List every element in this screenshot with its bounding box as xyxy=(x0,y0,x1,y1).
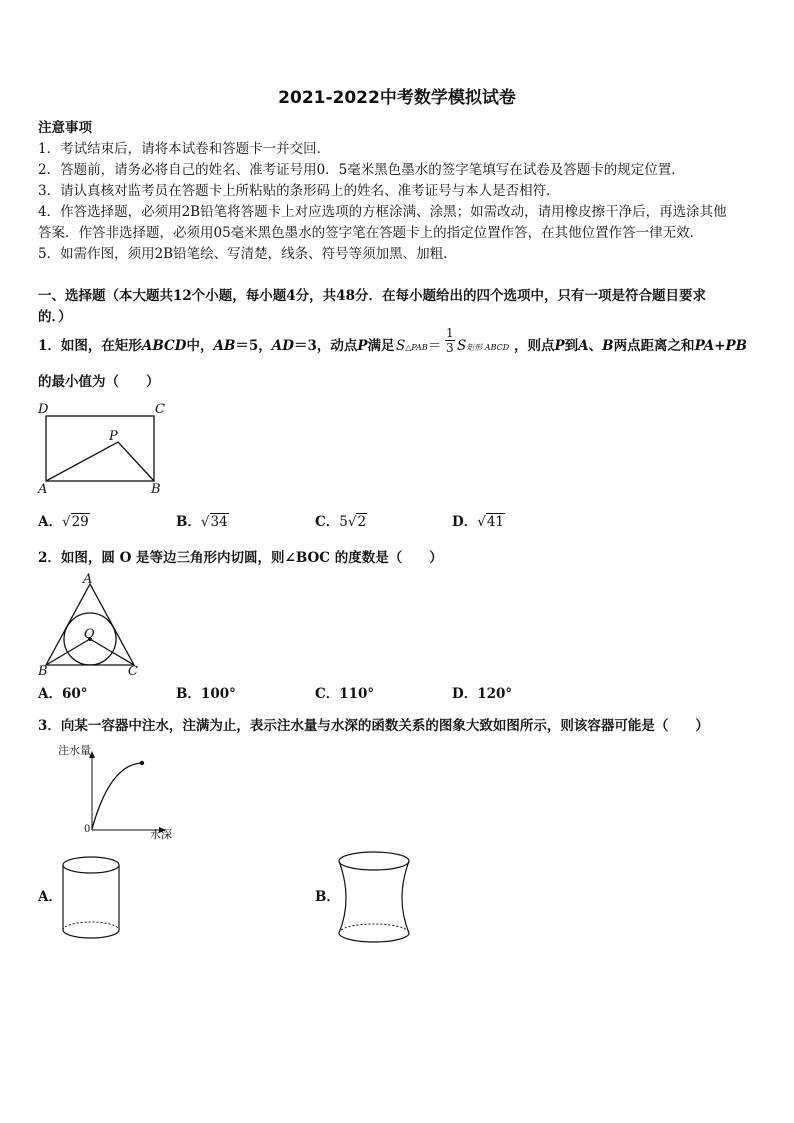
question-3-text: 3．向某一容器中注水，注满为止，表示注水量与水深的函数关系的图象大致如图所示，则该容器可能是（ ） xyxy=(38,718,709,734)
graph-x-label: 水深 xyxy=(150,828,172,841)
notice-item: 5．如需作图，须用2B铅笔绘、写清楚，线条、符号等须加黑、加粗． xyxy=(38,246,457,262)
fraction-one-third: $\frac{1}{3}$ xyxy=(446,326,454,355)
section-heading-cont: 的．） xyxy=(38,309,72,325)
q2-option-c: C．110° xyxy=(315,686,375,702)
concave-container-icon xyxy=(333,849,418,949)
notice-item: 答案．作答非选择题，必须用05毫米黑色墨水的签字笔在答题卡上的指定位置作答，在其他位置作答一律无效． xyxy=(38,225,704,241)
page-title: 2021-2022中考数学模拟试卷 xyxy=(278,88,516,108)
q2-option-b: B．100° xyxy=(176,686,236,702)
label-b: B xyxy=(38,664,48,679)
q1-option-b: B．√34 xyxy=(176,514,228,530)
label-d: D xyxy=(38,402,49,417)
graph-y-label: 注水量 xyxy=(58,744,91,757)
notice-item: 3．请认真核对监考员在答题卡上所粘贴的条形码上的姓名、准考证号与本人是否相符． xyxy=(38,183,560,199)
notice-item: 1．考试结束后，请将本试卷和答题卡一并交回． xyxy=(38,141,331,157)
q2-option-a: A．60° xyxy=(38,686,88,702)
q1-option-d: D．√41 xyxy=(452,514,505,530)
notice-item: 4．作答选择题，必须用2B铅笔将答题卡上对应选项的方框涂满、涂黑；如需改动，请用橡皮擦干净后，再选涂其他 xyxy=(38,204,727,220)
label-c: C xyxy=(128,664,138,679)
label-c: C xyxy=(155,402,165,417)
label-b: B xyxy=(151,482,161,497)
label-a: A xyxy=(83,572,93,587)
question-1-text-line2: 的最小值为（ ） xyxy=(38,374,160,390)
notice-heading: 注意事项 xyxy=(38,120,92,136)
q2-option-d: D．120° xyxy=(452,686,513,702)
notice-item: 2．答题前，请务必将自己的姓名、准考证号用0．5毫米黑色墨水的签字笔填写在试卷及答题卡的规定位置． xyxy=(38,162,685,178)
cylinder-container-icon xyxy=(60,854,125,944)
q1-option-a: A．√29 xyxy=(38,514,89,530)
function-graph xyxy=(80,750,190,840)
q1-option-c: C．5√2 xyxy=(315,514,367,530)
question-1-text-cont: ，则点P到A、B两点距离之和PA+PB xyxy=(514,338,748,354)
q3-option-b-label: B． xyxy=(315,889,340,905)
graph-origin: 0 xyxy=(84,824,91,835)
label-o: O xyxy=(84,627,95,642)
label-p: P xyxy=(109,429,118,444)
question-2-text: 2．如图，圆 O 是等边三角形内切圆，则∠BOC 的度数是（ ） xyxy=(38,550,443,566)
question-1-text: 1．如图，在矩形ABCD中，AB＝5，AD＝3，动点P满足 xyxy=(38,338,395,354)
section-heading: 一、选择题（本大题共12个小题，每小题4分，共48分．在每小题给出的四个选项中，只有一项是符合题目要求 xyxy=(38,288,706,304)
formula-s-pab: S△PAB＝ xyxy=(396,338,442,354)
formula-s-rect: S矩形 ABCD xyxy=(457,338,510,354)
q3-option-a-label: A． xyxy=(38,889,62,905)
label-a: A xyxy=(38,482,48,497)
